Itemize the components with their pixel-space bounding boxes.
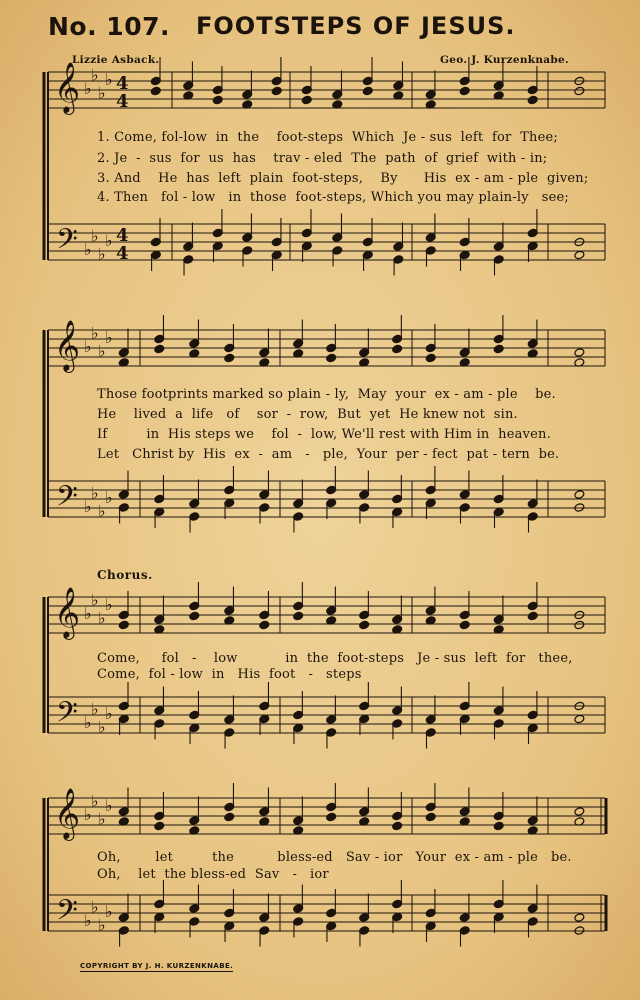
bass-key-flat: ♭ <box>84 240 92 259</box>
treble-clef-symbol: 𝄞 <box>54 320 81 371</box>
treble-lower-note <box>293 611 304 621</box>
treble-key-flat: ♭ <box>91 65 99 85</box>
bass-key-flat: ♭ <box>105 704 113 723</box>
treble-lower-note <box>301 95 312 105</box>
treble-key-flat: ♭ <box>105 70 113 89</box>
verse-1-line-2: Those footprints marked so plain - ly, May your ex - am - ple be. <box>97 387 556 402</box>
treble-key-flat: ♭ <box>98 809 106 829</box>
treble-lower-note <box>359 620 370 630</box>
chorus-line-1-echo: Come, fol - low in His foot - steps <box>97 667 362 682</box>
treble-key-flat: ♭ <box>98 608 106 628</box>
bass-key-flat: ♭ <box>98 501 106 521</box>
treble-lower-note <box>224 812 235 822</box>
treble-lower-note <box>362 86 373 96</box>
treble-clef-symbol: 𝄞 <box>54 62 81 113</box>
bass-key-flat: ♭ <box>105 488 113 507</box>
treble-lower-note <box>326 353 337 363</box>
bass-note <box>574 490 585 500</box>
treble-clef-symbol: 𝄞 <box>54 587 81 638</box>
treble-key-flat: ♭ <box>84 337 92 356</box>
treble-key-flat: ♭ <box>91 323 99 343</box>
treble-lower-note <box>150 86 161 96</box>
bass-key-flat: ♭ <box>91 699 99 719</box>
treble-lower-note <box>527 95 538 105</box>
copyright-notice: COPYRIGHT BY J. H. KURZENKNABE. <box>80 962 234 970</box>
treble-lower-note <box>392 821 403 831</box>
treble-key-flat: ♭ <box>98 341 106 361</box>
treble-lower-note <box>425 353 436 363</box>
treble-lower-note <box>326 812 337 822</box>
verse-4-line-2: Let Christ by His ex - am - ple, Your per - fect pat - tern be. <box>97 447 560 462</box>
chorus-line-2-echo: Oh, let the bless-ed Sav - ior <box>97 867 329 882</box>
treble-lower-note <box>425 812 436 822</box>
verse-3-line-2: If in His steps we fol - low, We'll rest with Him in heaven. <box>97 427 551 442</box>
treble-lower-note <box>154 821 165 831</box>
composer-credit: Geo. J. Kurzenknabe. <box>440 54 569 66</box>
bass-key-flat: ♭ <box>105 231 113 250</box>
treble-lower-note <box>118 620 129 630</box>
bass-key-flat: ♭ <box>98 244 106 264</box>
bass-key-flat: ♭ <box>91 226 99 246</box>
treble-key-flat: ♭ <box>98 83 106 103</box>
time-signature-bottom: 4 <box>116 91 129 112</box>
chorus-label: Chorus. <box>97 568 153 582</box>
treble-key-flat: ♭ <box>105 595 113 614</box>
treble-lower-note <box>459 620 470 630</box>
treble-lower-note <box>189 611 200 621</box>
treble-key-flat: ♭ <box>84 604 92 623</box>
bass-note <box>574 913 585 923</box>
verse-2-line-2: He lived a life of sor - row, But yet He knew not sin. <box>97 407 518 422</box>
bass-clef-symbol: 𝄢 <box>56 480 78 520</box>
treble-lower-note <box>271 86 282 96</box>
treble-lower-note <box>459 86 470 96</box>
time-signature-bottom: 4 <box>116 243 129 264</box>
treble-lower-note <box>574 620 585 630</box>
verse-1-line-1: 1. Come, fol-low in the foot-steps Which Je - sus left for Thee; <box>97 130 558 145</box>
bass-lower-note <box>574 250 585 260</box>
treble-lower-note <box>224 353 235 363</box>
bass-key-flat: ♭ <box>84 911 92 930</box>
lyricist-credit: Lizzie Asback. <box>72 54 160 66</box>
treble-lower-note <box>212 95 223 105</box>
bass-key-flat: ♭ <box>84 713 92 732</box>
treble-lower-note <box>493 821 504 831</box>
hymn-number: No. 107. <box>48 12 170 41</box>
chorus-line-2-melody: Oh, let the bless-ed Sav - ior Your ex - am - ple be. <box>97 850 572 865</box>
treble-lower-note <box>154 344 165 354</box>
treble-key-flat: ♭ <box>84 79 92 98</box>
bass-key-flat: ♭ <box>105 902 113 921</box>
time-signature-top: 4 <box>116 225 129 246</box>
time-signature-top: 4 <box>116 73 129 94</box>
chorus-line-1-melody: Come, fol - low in the foot-steps Je - sus left for thee, <box>97 651 573 666</box>
treble-lower-note <box>259 620 270 630</box>
bass-lower-note <box>574 714 585 724</box>
verse-3-line-1: 3. And He has left plain foot-steps, By His ex - am - ple given; <box>97 171 589 186</box>
bass-clef-symbol: 𝄢 <box>56 696 78 736</box>
treble-clef-symbol: 𝄞 <box>54 788 81 839</box>
verse-2-line-1: 2. Je - sus for us has trav - eled The path of grief with - in; <box>97 151 548 166</box>
treble-lower-note <box>493 344 504 354</box>
bass-key-flat: ♭ <box>84 497 92 516</box>
bass-key-flat: ♭ <box>91 483 99 503</box>
bass-key-flat: ♭ <box>98 717 106 737</box>
treble-key-flat: ♭ <box>105 328 113 347</box>
treble-key-flat: ♭ <box>105 796 113 815</box>
treble-lower-note <box>527 611 538 621</box>
treble-key-flat: ♭ <box>91 590 99 610</box>
bass-lower-note <box>574 926 585 936</box>
treble-note <box>574 807 585 817</box>
treble-lower-note <box>574 86 585 96</box>
verse-4-line-1: 4. Then fol - low in those foot-steps, Which you may plain-ly see; <box>97 190 569 205</box>
bass-clef-symbol: 𝄢 <box>56 223 78 263</box>
treble-lower-note <box>392 344 403 354</box>
bass-clef-symbol: 𝄢 <box>56 894 78 934</box>
treble-note <box>574 348 585 358</box>
hymn-title: FOOTSTEPS OF JESUS. <box>196 12 516 40</box>
treble-key-flat: ♭ <box>91 791 99 811</box>
bass-key-flat: ♭ <box>91 897 99 917</box>
bass-key-flat: ♭ <box>98 915 106 935</box>
treble-key-flat: ♭ <box>84 805 92 824</box>
